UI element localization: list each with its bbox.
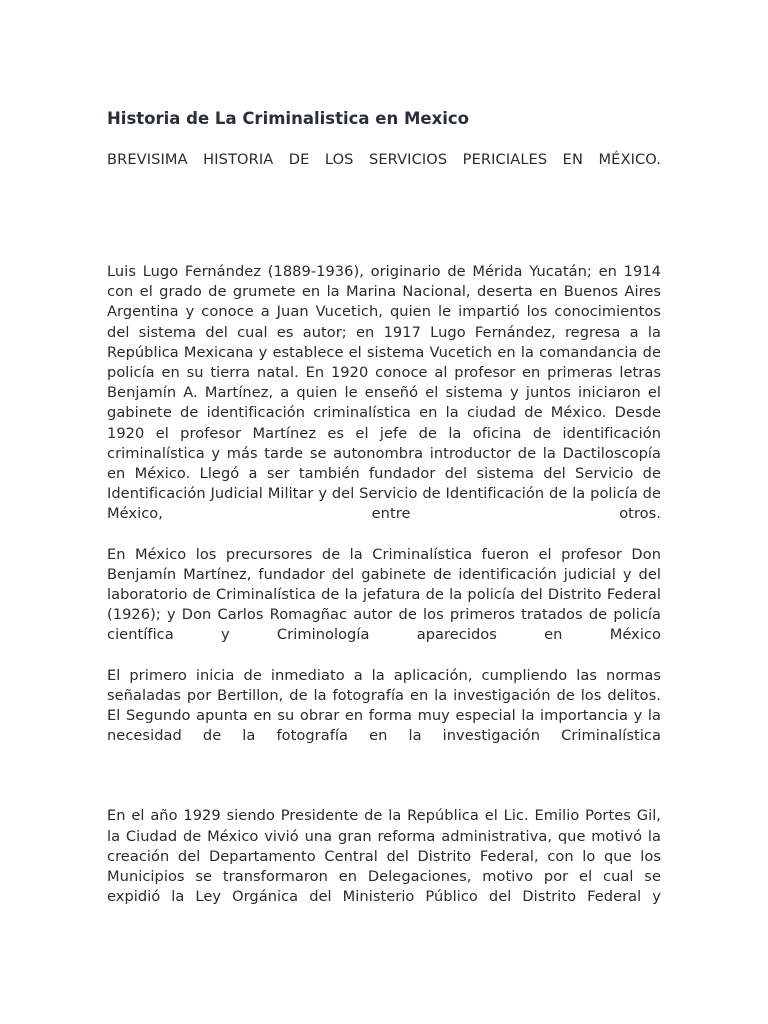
paragraph-precursores: En México los precursores de la Criminalística fueron el profesor Don Benjamín Martínez, fundador del gabinete de identificación judicial y del laboratorio de Criminalística de la jefatura de la policía del Distrito Federal (1926); y Don Carlos Romagñac autor de los primeros tratados de policía científica y Criminología aparecidos en México xyxy=(107,545,661,644)
paragraph-lugo-fernandez: Luis Lugo Fernández (1889-1936), originario de Mérida Yucatán; en 1914 con el grado de grumete en la Marina Nacional, deserta en Buenos Aires Argentina y conoce a Juan Vucetich, quien le impartió los conocimientos del sistema del cual es autor; en 1917 Lugo Fernández, regresa a la República Mexicana y establece el sistema Vucetich en la comandancia de policía en su tierra natal. En 1920 conoce al profesor en primeras letras Benjamín A. Martínez, a quien le enseñó el sistema y juntos iniciaron el gabinete de identificación criminalística en la ciudad de México. Desde 1920 el profesor Martínez es el jefe de la oficina de identificación criminalística y más tarde se autonombra introductor de la Dactiloscopía en México. Llegó a ser también fundador del sistema del Servicio de Identificación Judicial Militar y del Servicio de Identificación de la policía de México, entre otros. xyxy=(107,263,661,523)
document-subtitle: BREVISIMA HISTORIA DE LOS SERVICIOS PERICIALES EN MÉXICO. xyxy=(107,151,661,168)
document-page xyxy=(107,108,661,907)
paragraph-portes-gil: En el año 1929 siendo Presidente de la República el Lic. Emilio Portes Gil, la Ciudad de México vivió una gran reforma administrativa, que motivó la creación del Departamento Central del Distrito Federal, con lo que los Municipios se transformaron en Delegaciones, motivo por el cual se expidió la Ley Orgánica del Ministerio Público del Distrito Federal y xyxy=(107,807,661,906)
document-title: Historia de La Criminalistica en Mexico xyxy=(107,109,469,128)
paragraph-bertillon: El primero inicia de inmediato a la aplicación, cumpliendo las normas señaladas por Bertillon, de la fotografía en la investigación de los delitos. El Segundo apunta en su obrar en forma muy especial la importancia y la necesidad de la fotografía en la investigación Criminalística xyxy=(107,666,661,745)
